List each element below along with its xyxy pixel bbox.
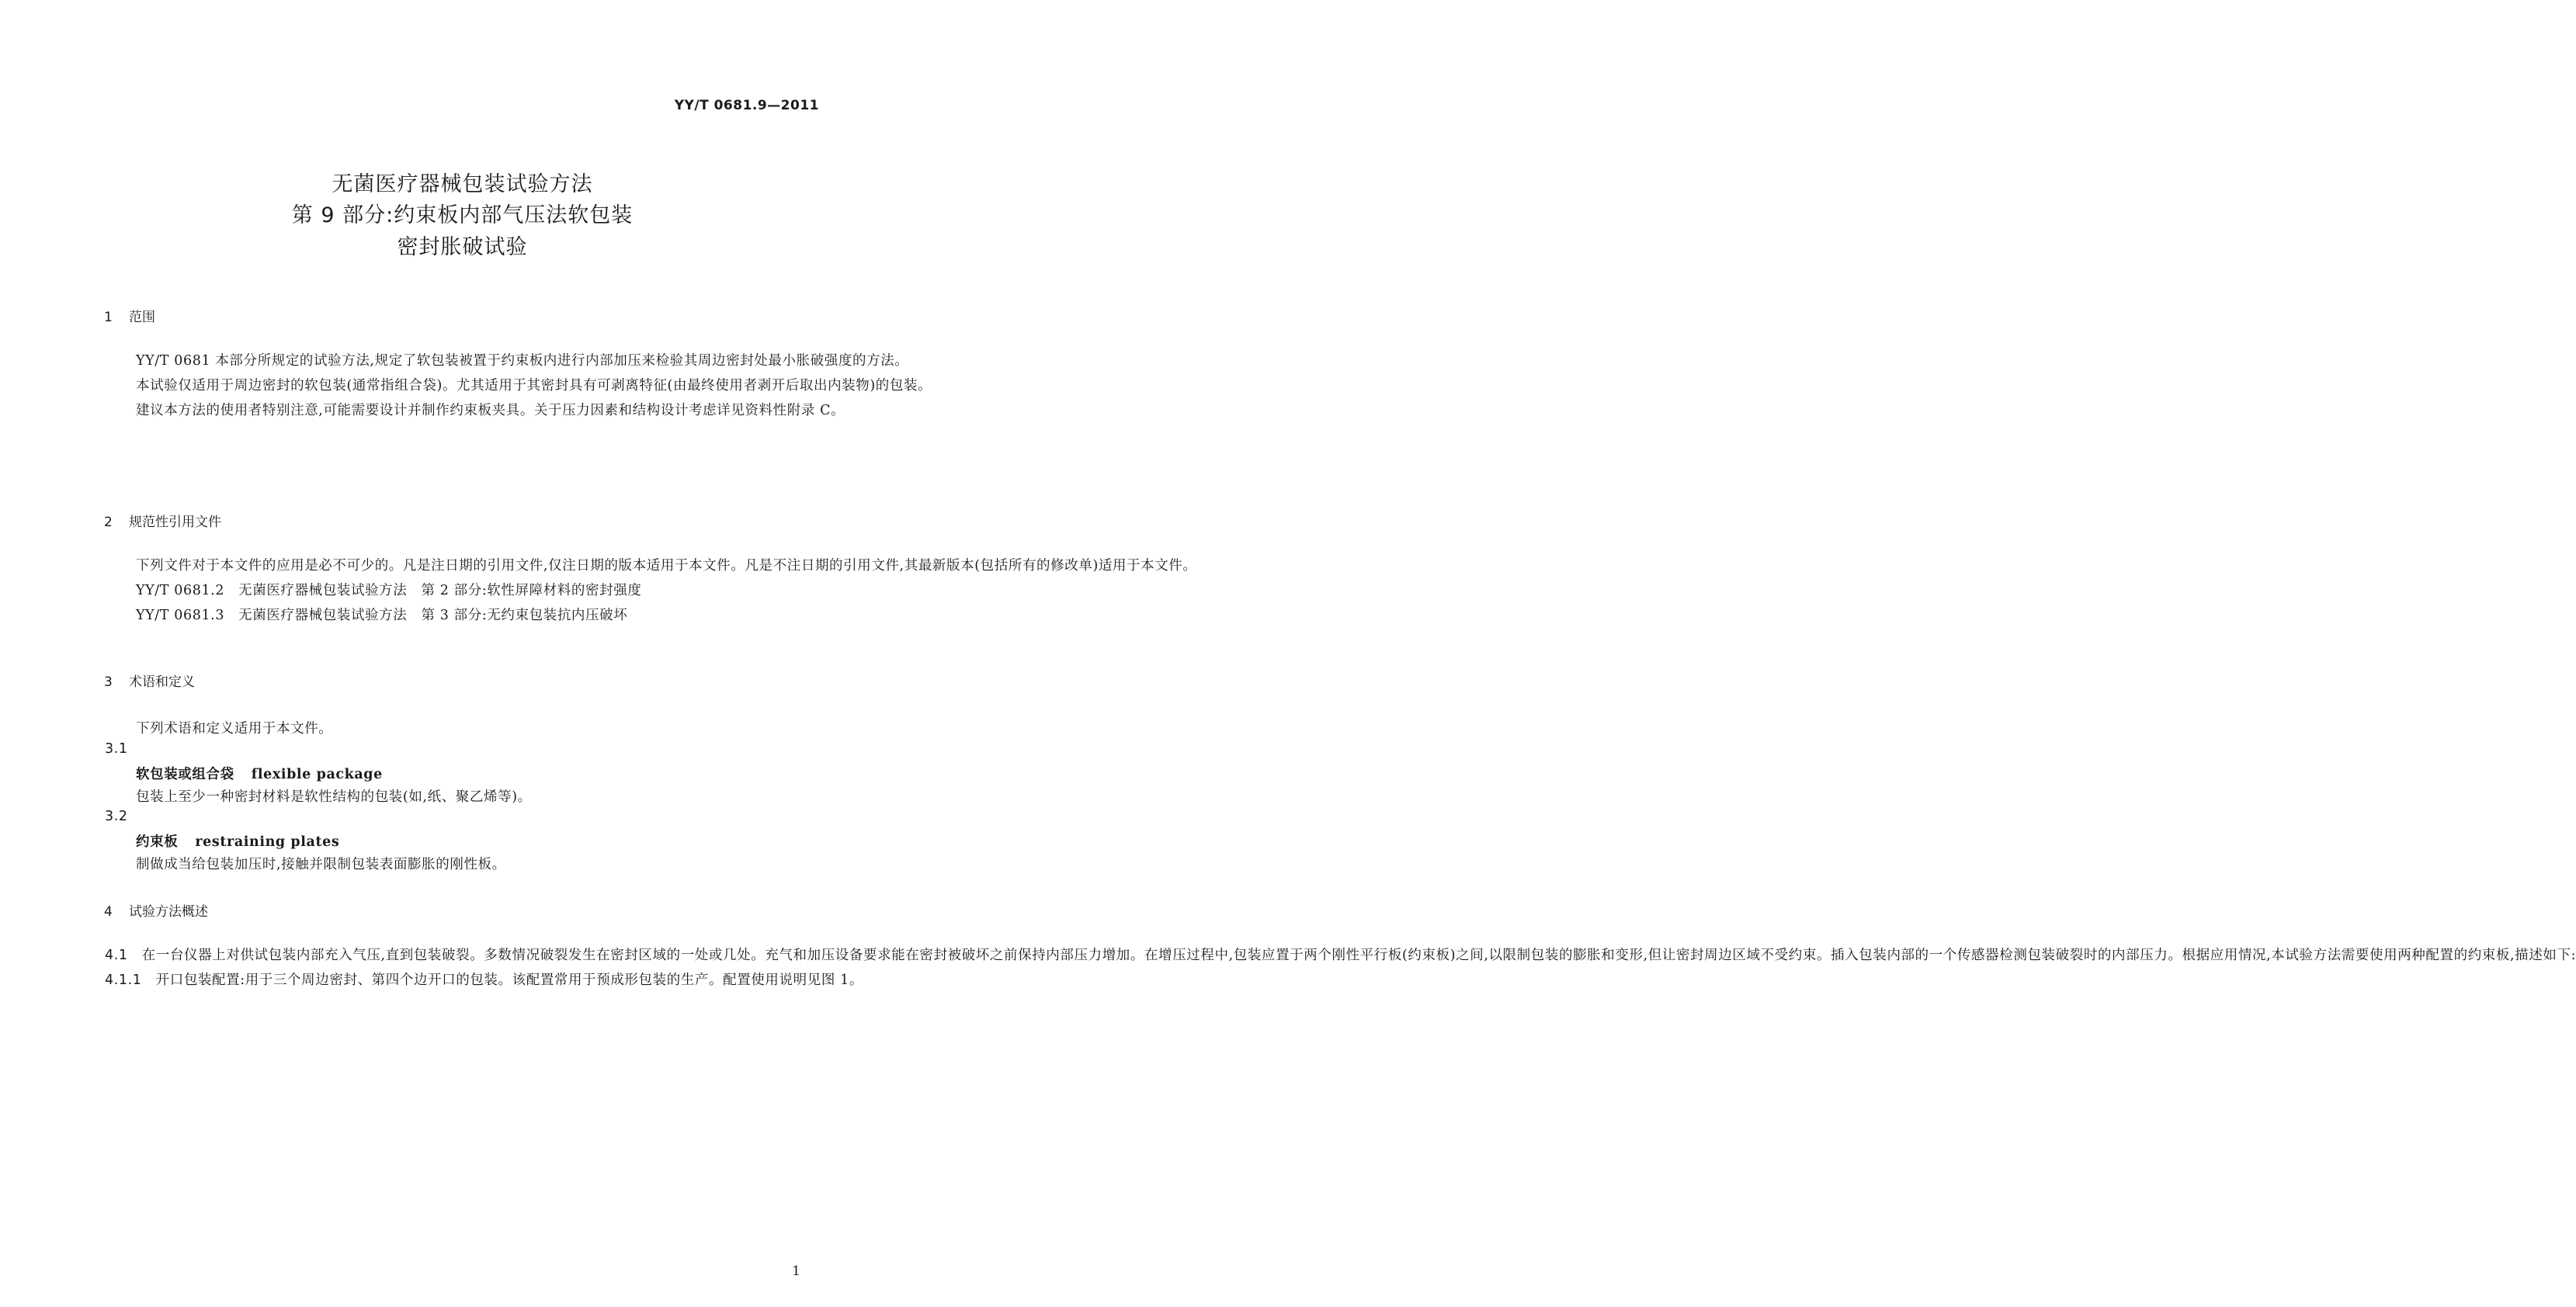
section-2-body: [105, 553, 1197, 628]
section-2-title: 规范性引用文件: [129, 515, 221, 530]
standard-code: YY/T 0681.9—2011: [674, 98, 819, 113]
clause-4-1-1-text: 开口包装配置:用于三个周边密封、第四个边开口的包装。该配置常用于预成形包装的生产。配置使用说明见图 1。: [155, 972, 863, 988]
clause-4-1: [105, 943, 2576, 968]
section-1-paragraph-2: 本试验仅适用于周边密封的软包装(通常指组合袋)。尤其适用于其密封具有可剥离特征(由最终使用者剥开后取出内装物)的包装。: [136, 378, 932, 393]
clause-4-1-1: [105, 968, 863, 993]
section-4-heading: [104, 900, 208, 920]
section-1-heading: [104, 306, 155, 325]
section-1-body: [105, 348, 932, 423]
term-3-2-title: [136, 831, 339, 851]
section-1-number: 1: [104, 310, 113, 325]
page-number: 1: [792, 1264, 800, 1279]
section-1-paragraph-1: YY/T 0681 本部分所规定的试验方法,规定了软包装被置于约束板内进行内部加压来检验其周边密封处最小胀破强度的方法。: [136, 353, 909, 369]
normative-reference-1: YY/T 0681.2 无菌医疗器械包装试验方法 第 2 部分:软性屏障材料的密封强度: [136, 583, 642, 598]
section-2-number: 2: [104, 515, 113, 530]
document-title-line-2: 第 9 部分:约束板内部气压法软包装: [291, 203, 634, 227]
term-3-1-english: flexible package: [251, 767, 383, 782]
term-3-1-chinese: 软包装或组合袋: [136, 767, 234, 782]
normative-reference-2: YY/T 0681.3 无菌医疗器械包装试验方法 第 3 部分:无约束包装抗内压破坏: [136, 608, 628, 623]
section-2-heading: [104, 511, 221, 530]
term-3-1-number: 3.1: [105, 741, 128, 757]
section-1-title: 范围: [129, 310, 155, 325]
clause-4-1-1-number: 4.1.1: [105, 972, 142, 988]
section-3-heading: [104, 671, 195, 690]
clause-4-1-text: 在一台仪器上对供试包装内部充入气压,直到包装破裂。多数情况破裂发生在密封区域的一处或几处。充气和加压设备要求能在密封被破坏之前保持内部压力增加。在增压过程中,包装应置于两个刚性平行板(约束板)之间,以限制包装的膨胀和变形,但让密封周边区域不受约束。插入包装内部的一个传感器检测包装破裂时的内部压力。根据应用情况,本试验方法需要使用两种配置的约束板,描述如下:: [141, 948, 2576, 963]
section-1-paragraph-3: 建议本方法的使用者特别注意,可能需要设计并制作约束板夹具。关于压力因素和结构设计考虑详见资料性附录 C。: [136, 403, 845, 418]
section-4-body: [105, 943, 2576, 993]
clause-4-1-number: 4.1: [105, 948, 128, 963]
term-3-1-definition: 包装上至少一种密封材料是软性结构的包装(如,纸、聚乙烯等)。: [136, 789, 532, 805]
section-2-paragraph-1: 下列文件对于本文件的应用是必不可少的。凡是注日期的引用文件,仅注日期的版本适用于本文件。凡是不注日期的引用文件,其最新版本(包括所有的修改单)适用于本文件。: [136, 558, 1197, 574]
section-4-number: 4: [104, 904, 113, 920]
term-3-1-title: [136, 764, 383, 783]
document-title-line-1: 无菌医疗器械包装试验方法: [332, 172, 593, 196]
term-3-2-number: 3.2: [105, 809, 128, 824]
term-3-2-definition: 制做成当给包装加压时,接触并限制包装表面膨胀的刚性板。: [136, 857, 506, 872]
term-3-2-chinese: 约束板: [136, 834, 179, 850]
section-3-title: 术语和定义: [129, 674, 195, 690]
section-3-intro: 下列术语和定义适用于本文件。: [136, 721, 333, 737]
section-4-title: 试验方法概述: [129, 904, 208, 920]
term-3-2-english: restraining plates: [195, 834, 340, 850]
section-3-number: 3: [104, 674, 113, 690]
document-title-line-3: 密封胀破试验: [397, 235, 528, 259]
